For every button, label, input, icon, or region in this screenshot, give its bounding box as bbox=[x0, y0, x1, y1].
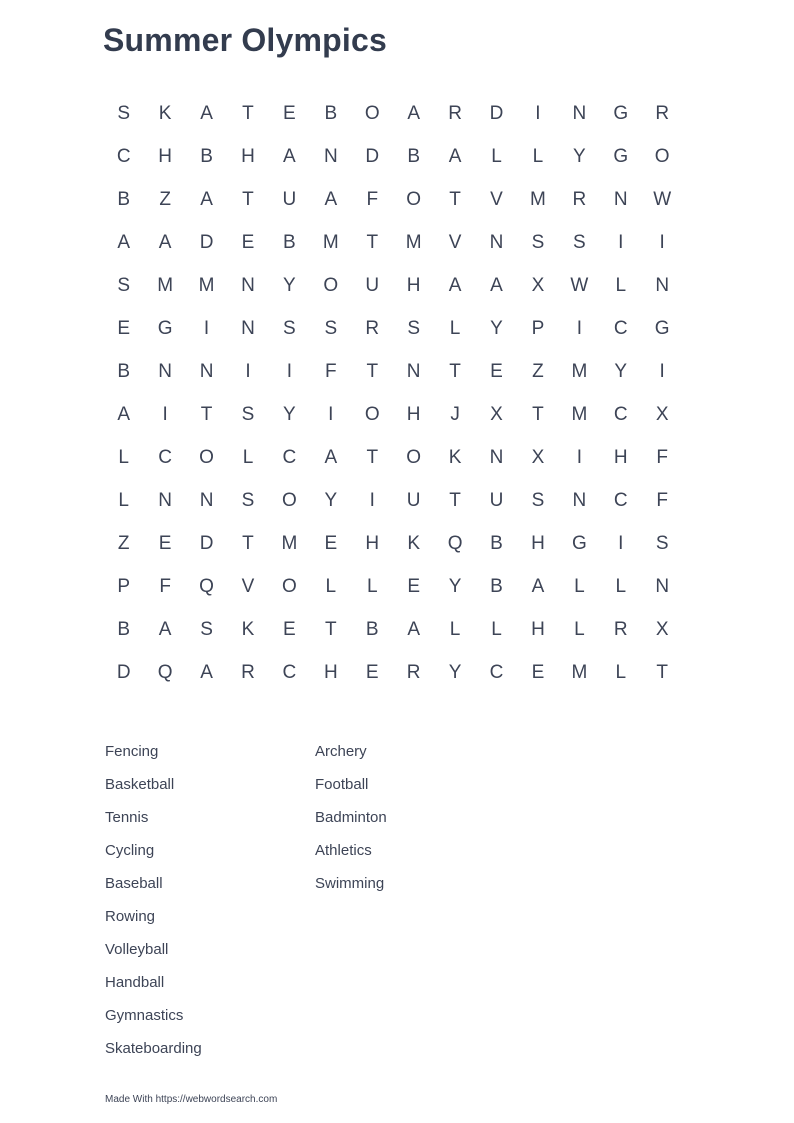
grid-cell[interactable]: I bbox=[659, 361, 665, 382]
grid-cell[interactable]: H bbox=[531, 533, 545, 554]
grid-row bbox=[103, 608, 683, 651]
grid-row bbox=[103, 436, 683, 479]
grid-cell[interactable]: X bbox=[655, 404, 669, 425]
grid-cell[interactable]: F bbox=[656, 447, 668, 468]
grid-cell[interactable]: A bbox=[407, 103, 420, 124]
grid-cell[interactable]: U bbox=[489, 490, 504, 511]
word-list-item[interactable]: Badminton bbox=[315, 809, 387, 826]
grid-cell[interactable]: N bbox=[489, 232, 504, 253]
grid-cell[interactable]: E bbox=[407, 576, 420, 597]
grid-cell[interactable]: B bbox=[490, 533, 503, 554]
grid-row bbox=[103, 651, 683, 694]
grid-cell[interactable]: U bbox=[406, 490, 421, 511]
grid-cell[interactable]: S bbox=[241, 404, 255, 425]
grid-cell[interactable]: D bbox=[199, 232, 214, 253]
grid-cell[interactable]: Y bbox=[614, 361, 628, 382]
grid-cell[interactable]: O bbox=[282, 490, 297, 511]
grid-cell[interactable]: N bbox=[158, 361, 172, 382]
grid-cell[interactable]: O bbox=[654, 146, 670, 167]
grid-row bbox=[103, 522, 683, 565]
grid-cell[interactable]: E bbox=[531, 662, 545, 683]
grid-cell[interactable]: A bbox=[158, 232, 172, 253]
grid-cell[interactable]: Z bbox=[159, 189, 171, 210]
grid-cell[interactable]: H bbox=[613, 447, 628, 468]
grid-cell[interactable]: D bbox=[489, 103, 504, 124]
grid-cell[interactable]: Y bbox=[283, 275, 296, 296]
grid-cell[interactable]: H bbox=[406, 404, 421, 425]
grid-cell[interactable]: G bbox=[613, 103, 629, 124]
grid-cell[interactable]: N bbox=[655, 576, 670, 597]
grid-cell[interactable]: N bbox=[489, 447, 504, 468]
grid-cell[interactable]: L bbox=[615, 275, 627, 296]
grid-cell[interactable]: L bbox=[574, 576, 585, 597]
grid-cell[interactable]: P bbox=[531, 318, 545, 339]
grid-cell[interactable]: L bbox=[491, 619, 502, 640]
grid-cell[interactable]: E bbox=[365, 662, 379, 683]
grid-cell[interactable]: E bbox=[158, 533, 172, 554]
grid-cell[interactable]: M bbox=[322, 232, 339, 253]
grid-cell[interactable]: M bbox=[530, 189, 546, 210]
grid-cell[interactable]: M bbox=[571, 662, 588, 683]
grid-cell[interactable]: T bbox=[242, 189, 254, 210]
grid-row bbox=[103, 178, 683, 221]
grid-cell[interactable]: Y bbox=[448, 662, 462, 683]
word-list-item[interactable]: Archery bbox=[315, 743, 367, 760]
grid-cell[interactable]: N bbox=[406, 361, 421, 382]
grid-cell[interactable]: I bbox=[245, 361, 251, 382]
grid-cell[interactable]: A bbox=[407, 619, 420, 640]
grid-cell[interactable]: J bbox=[450, 404, 460, 425]
grid-cell[interactable]: N bbox=[241, 275, 255, 296]
grid-cell[interactable]: N bbox=[199, 490, 214, 511]
grid-cell[interactable]: S bbox=[531, 490, 545, 511]
grid-cell[interactable]: T bbox=[366, 361, 379, 382]
grid-cell[interactable]: A bbox=[158, 619, 172, 640]
grid-cell[interactable]: H bbox=[365, 533, 380, 554]
grid-cell[interactable]: T bbox=[532, 404, 544, 425]
grid-cell[interactable]: X bbox=[531, 447, 545, 468]
grid-cell[interactable]: B bbox=[117, 619, 131, 640]
grid-cell[interactable]: T bbox=[242, 103, 254, 124]
grid-cell[interactable]: R bbox=[572, 189, 587, 210]
grid-row bbox=[103, 393, 683, 436]
grid-cell[interactable]: M bbox=[198, 275, 215, 296]
grid-cell[interactable]: N bbox=[613, 189, 628, 210]
grid-cell[interactable]: O bbox=[406, 189, 422, 210]
grid-cell[interactable]: L bbox=[574, 619, 585, 640]
word-list-item[interactable]: Gymnastics bbox=[105, 1007, 184, 1024]
grid-cell[interactable]: X bbox=[531, 275, 545, 296]
grid-cell[interactable]: N bbox=[199, 361, 214, 382]
grid-cell[interactable]: H bbox=[241, 146, 255, 167]
grid-cell[interactable]: I bbox=[203, 318, 210, 339]
grid-row bbox=[103, 92, 683, 135]
word-list-item[interactable]: Basketball bbox=[105, 776, 175, 793]
grid-cell[interactable]: H bbox=[158, 146, 172, 167]
grid-cell[interactable]: B bbox=[490, 576, 503, 597]
grid-cell[interactable]: C bbox=[282, 662, 297, 683]
grid-cell[interactable]: F bbox=[325, 361, 337, 382]
grid-cell[interactable]: I bbox=[659, 232, 665, 253]
grid-cell[interactable]: G bbox=[654, 318, 670, 339]
grid-cell[interactable]: G bbox=[613, 146, 629, 167]
grid-cell[interactable]: I bbox=[286, 361, 293, 382]
grid-cell[interactable]: G bbox=[157, 318, 173, 339]
grid-cell[interactable]: T bbox=[449, 490, 461, 511]
grid-cell[interactable]: K bbox=[241, 619, 255, 640]
grid-cell[interactable]: B bbox=[324, 103, 338, 124]
grid-cell[interactable]: S bbox=[283, 318, 296, 339]
grid-cell[interactable]: T bbox=[325, 619, 337, 640]
grid-cell[interactable]: G bbox=[571, 533, 587, 554]
grid-cell[interactable]: R bbox=[655, 103, 670, 124]
word-list-item[interactable]: Skateboarding bbox=[105, 1040, 202, 1057]
grid-cell[interactable]: E bbox=[283, 103, 296, 124]
grid-cell[interactable]: R bbox=[448, 103, 462, 124]
grid-cell[interactable]: I bbox=[618, 232, 624, 253]
grid-cell[interactable]: M bbox=[281, 533, 298, 554]
grid-cell[interactable]: L bbox=[491, 146, 502, 167]
grid-cell[interactable]: C bbox=[613, 404, 628, 425]
grid-cell[interactable]: T bbox=[366, 447, 379, 468]
grid-cell[interactable]: R bbox=[613, 619, 628, 640]
grid-cell[interactable]: K bbox=[407, 533, 420, 554]
word-list-item[interactable]: Swimming bbox=[315, 875, 385, 892]
grid-cell[interactable]: L bbox=[615, 576, 627, 597]
grid-cell[interactable]: S bbox=[531, 232, 545, 253]
grid-cell[interactable]: U bbox=[365, 275, 380, 296]
grid-cell[interactable]: T bbox=[449, 361, 461, 382]
grid-cell[interactable]: O bbox=[323, 275, 339, 296]
grid-cell[interactable]: L bbox=[449, 318, 461, 339]
grid-cell[interactable]: S bbox=[117, 103, 131, 124]
grid-cell[interactable]: T bbox=[200, 404, 213, 425]
grid-cell[interactable]: Q bbox=[447, 533, 463, 554]
grid-row bbox=[103, 479, 683, 522]
grid-cell[interactable]: N bbox=[323, 146, 338, 167]
grid-cell[interactable]: W bbox=[570, 275, 589, 296]
grid-cell[interactable]: C bbox=[613, 318, 628, 339]
grid-cell[interactable]: I bbox=[162, 404, 168, 425]
grid-cell[interactable]: I bbox=[576, 447, 582, 468]
grid-cell[interactable]: K bbox=[158, 103, 172, 124]
grid-cell[interactable]: B bbox=[407, 146, 420, 167]
grid-cell[interactable]: Y bbox=[283, 404, 296, 425]
grid-cell[interactable]: L bbox=[242, 447, 254, 468]
grid-cell[interactable]: X bbox=[490, 404, 503, 425]
grid-cell[interactable]: A bbox=[117, 232, 131, 253]
grid-cell[interactable]: R bbox=[241, 662, 255, 683]
grid-cell[interactable]: F bbox=[656, 490, 668, 511]
grid-cell[interactable]: V bbox=[490, 189, 503, 210]
grid-cell[interactable]: R bbox=[406, 662, 421, 683]
grid-cell[interactable]: M bbox=[571, 404, 588, 425]
grid-cell[interactable]: U bbox=[282, 189, 297, 210]
word-list-item[interactable]: Rowing bbox=[105, 908, 156, 925]
grid-row bbox=[103, 307, 683, 350]
grid-cell[interactable]: B bbox=[117, 361, 131, 382]
grid-cell[interactable]: O bbox=[364, 404, 380, 425]
grid-cell[interactable]: L bbox=[118, 447, 129, 468]
grid-cell[interactable]: A bbox=[448, 275, 462, 296]
grid-cell[interactable]: H bbox=[323, 662, 338, 683]
page-title: Summer Olympics bbox=[103, 22, 387, 58]
grid-cell[interactable]: K bbox=[448, 447, 462, 468]
word-list-item[interactable]: Cycling bbox=[105, 842, 155, 859]
grid-cell[interactable]: N bbox=[241, 318, 255, 339]
grid-cell[interactable]: B bbox=[200, 146, 213, 167]
grid-cell[interactable]: Y bbox=[448, 576, 462, 597]
grid-cell[interactable]: N bbox=[572, 490, 587, 511]
grid-cell[interactable]: E bbox=[490, 361, 503, 382]
grid-cell[interactable]: A bbox=[200, 189, 213, 210]
grid-cell[interactable]: A bbox=[283, 146, 296, 167]
grid-cell[interactable]: P bbox=[117, 576, 131, 597]
grid-cell[interactable]: L bbox=[532, 146, 544, 167]
grid-cell[interactable]: S bbox=[324, 318, 338, 339]
grid-cell[interactable]: L bbox=[449, 619, 461, 640]
grid-cell[interactable]: Y bbox=[324, 490, 338, 511]
grid-cell[interactable]: O bbox=[406, 447, 422, 468]
grid-cell[interactable]: D bbox=[365, 146, 380, 167]
grid-cell[interactable]: I bbox=[618, 533, 624, 554]
grid-cell[interactable]: D bbox=[199, 533, 214, 554]
grid-cell[interactable]: E bbox=[283, 619, 296, 640]
grid-cell[interactable]: W bbox=[653, 189, 672, 210]
word-list-item[interactable]: Handball bbox=[105, 974, 165, 991]
grid-cell[interactable]: M bbox=[405, 232, 422, 253]
word-list-item[interactable]: Football bbox=[315, 776, 369, 793]
grid-cell[interactable]: T bbox=[656, 662, 668, 683]
grid-cell[interactable]: T bbox=[449, 189, 461, 210]
grid-cell[interactable]: S bbox=[200, 619, 213, 640]
grid-cell[interactable]: L bbox=[366, 576, 378, 597]
word-list-item[interactable]: Volleyball bbox=[105, 941, 169, 958]
grid-cell[interactable]: A bbox=[200, 662, 213, 683]
grid-cell[interactable]: I bbox=[535, 103, 541, 124]
grid-cell[interactable]: B bbox=[365, 619, 379, 640]
grid-cell[interactable]: L bbox=[118, 490, 129, 511]
grid-cell[interactable]: S bbox=[573, 232, 586, 253]
grid-row bbox=[103, 350, 683, 393]
grid-cell[interactable]: L bbox=[615, 662, 627, 683]
grid-cell[interactable]: V bbox=[448, 232, 462, 253]
grid-cell[interactable]: C bbox=[613, 490, 628, 511]
grid-cell[interactable]: C bbox=[158, 447, 172, 468]
grid-cell[interactable]: A bbox=[490, 275, 503, 296]
grid-cell[interactable]: I bbox=[328, 404, 334, 425]
grid-cell[interactable]: S bbox=[117, 275, 131, 296]
grid-cell[interactable]: E bbox=[117, 318, 131, 339]
grid-cell[interactable]: B bbox=[117, 189, 131, 210]
footer-attribution: Made With https://webwordsearch.com bbox=[105, 1094, 278, 1105]
word-list bbox=[105, 735, 665, 1065]
grid-cell[interactable]: Q bbox=[157, 662, 173, 683]
grid-cell[interactable]: H bbox=[406, 275, 421, 296]
grid-row bbox=[103, 221, 683, 264]
grid-cell[interactable]: O bbox=[282, 576, 297, 597]
grid-cell[interactable]: O bbox=[364, 103, 380, 124]
grid-row bbox=[103, 135, 683, 178]
grid-cell[interactable]: C bbox=[282, 447, 297, 468]
word-list-item[interactable]: Tennis bbox=[105, 809, 149, 826]
grid-cell[interactable]: A bbox=[324, 447, 338, 468]
grid-cell[interactable]: R bbox=[365, 318, 380, 339]
grid-cell[interactable]: Z bbox=[532, 361, 544, 382]
grid-cell[interactable]: E bbox=[241, 232, 255, 253]
grid-cell[interactable]: I bbox=[369, 490, 375, 511]
grid-cell[interactable]: Y bbox=[490, 318, 503, 339]
grid-cell[interactable]: X bbox=[655, 619, 669, 640]
grid-cell[interactable]: F bbox=[366, 189, 379, 210]
grid-cell[interactable]: I bbox=[576, 318, 582, 339]
grid-cell[interactable]: B bbox=[283, 232, 296, 253]
grid-cell[interactable]: E bbox=[324, 533, 338, 554]
grid-cell[interactable]: A bbox=[117, 404, 131, 425]
grid-cell[interactable]: A bbox=[324, 189, 338, 210]
grid-cell[interactable]: T bbox=[242, 533, 254, 554]
grid-cell[interactable]: A bbox=[448, 146, 462, 167]
grid-cell[interactable]: H bbox=[531, 619, 545, 640]
grid-cell[interactable]: Z bbox=[117, 533, 130, 554]
grid-cell[interactable]: T bbox=[366, 232, 379, 253]
word-list-item[interactable]: Fencing bbox=[105, 743, 159, 760]
grid-cell[interactable]: A bbox=[200, 103, 213, 124]
grid-cell[interactable]: S bbox=[241, 490, 255, 511]
grid-cell[interactable]: V bbox=[241, 576, 255, 597]
word-list-column-1 bbox=[105, 735, 315, 1065]
grid-cell[interactable]: S bbox=[655, 533, 669, 554]
grid-cell[interactable]: M bbox=[157, 275, 174, 296]
grid-row bbox=[103, 565, 683, 608]
grid-cell[interactable]: D bbox=[116, 662, 131, 683]
grid-cell[interactable]: M bbox=[571, 361, 588, 382]
grid-cell[interactable]: A bbox=[531, 576, 545, 597]
grid-cell[interactable]: O bbox=[199, 447, 214, 468]
grid-cell[interactable]: N bbox=[158, 490, 172, 511]
word-list-column-2 bbox=[315, 735, 525, 1065]
grid-cell[interactable]: Y bbox=[573, 146, 586, 167]
word-list-item[interactable]: Baseball bbox=[105, 875, 163, 892]
grid-cell[interactable]: N bbox=[572, 103, 587, 124]
grid-row bbox=[103, 264, 683, 307]
grid-cell[interactable]: C bbox=[489, 662, 504, 683]
grid-cell[interactable]: C bbox=[116, 146, 131, 167]
word-list-item[interactable]: Athletics bbox=[315, 842, 372, 859]
grid-cell[interactable]: L bbox=[325, 576, 337, 597]
word-search-grid bbox=[103, 92, 683, 694]
grid-cell[interactable]: F bbox=[159, 576, 171, 597]
grid-cell[interactable]: N bbox=[655, 275, 670, 296]
grid-cell[interactable]: S bbox=[407, 318, 420, 339]
grid-cell[interactable]: Q bbox=[199, 576, 214, 597]
